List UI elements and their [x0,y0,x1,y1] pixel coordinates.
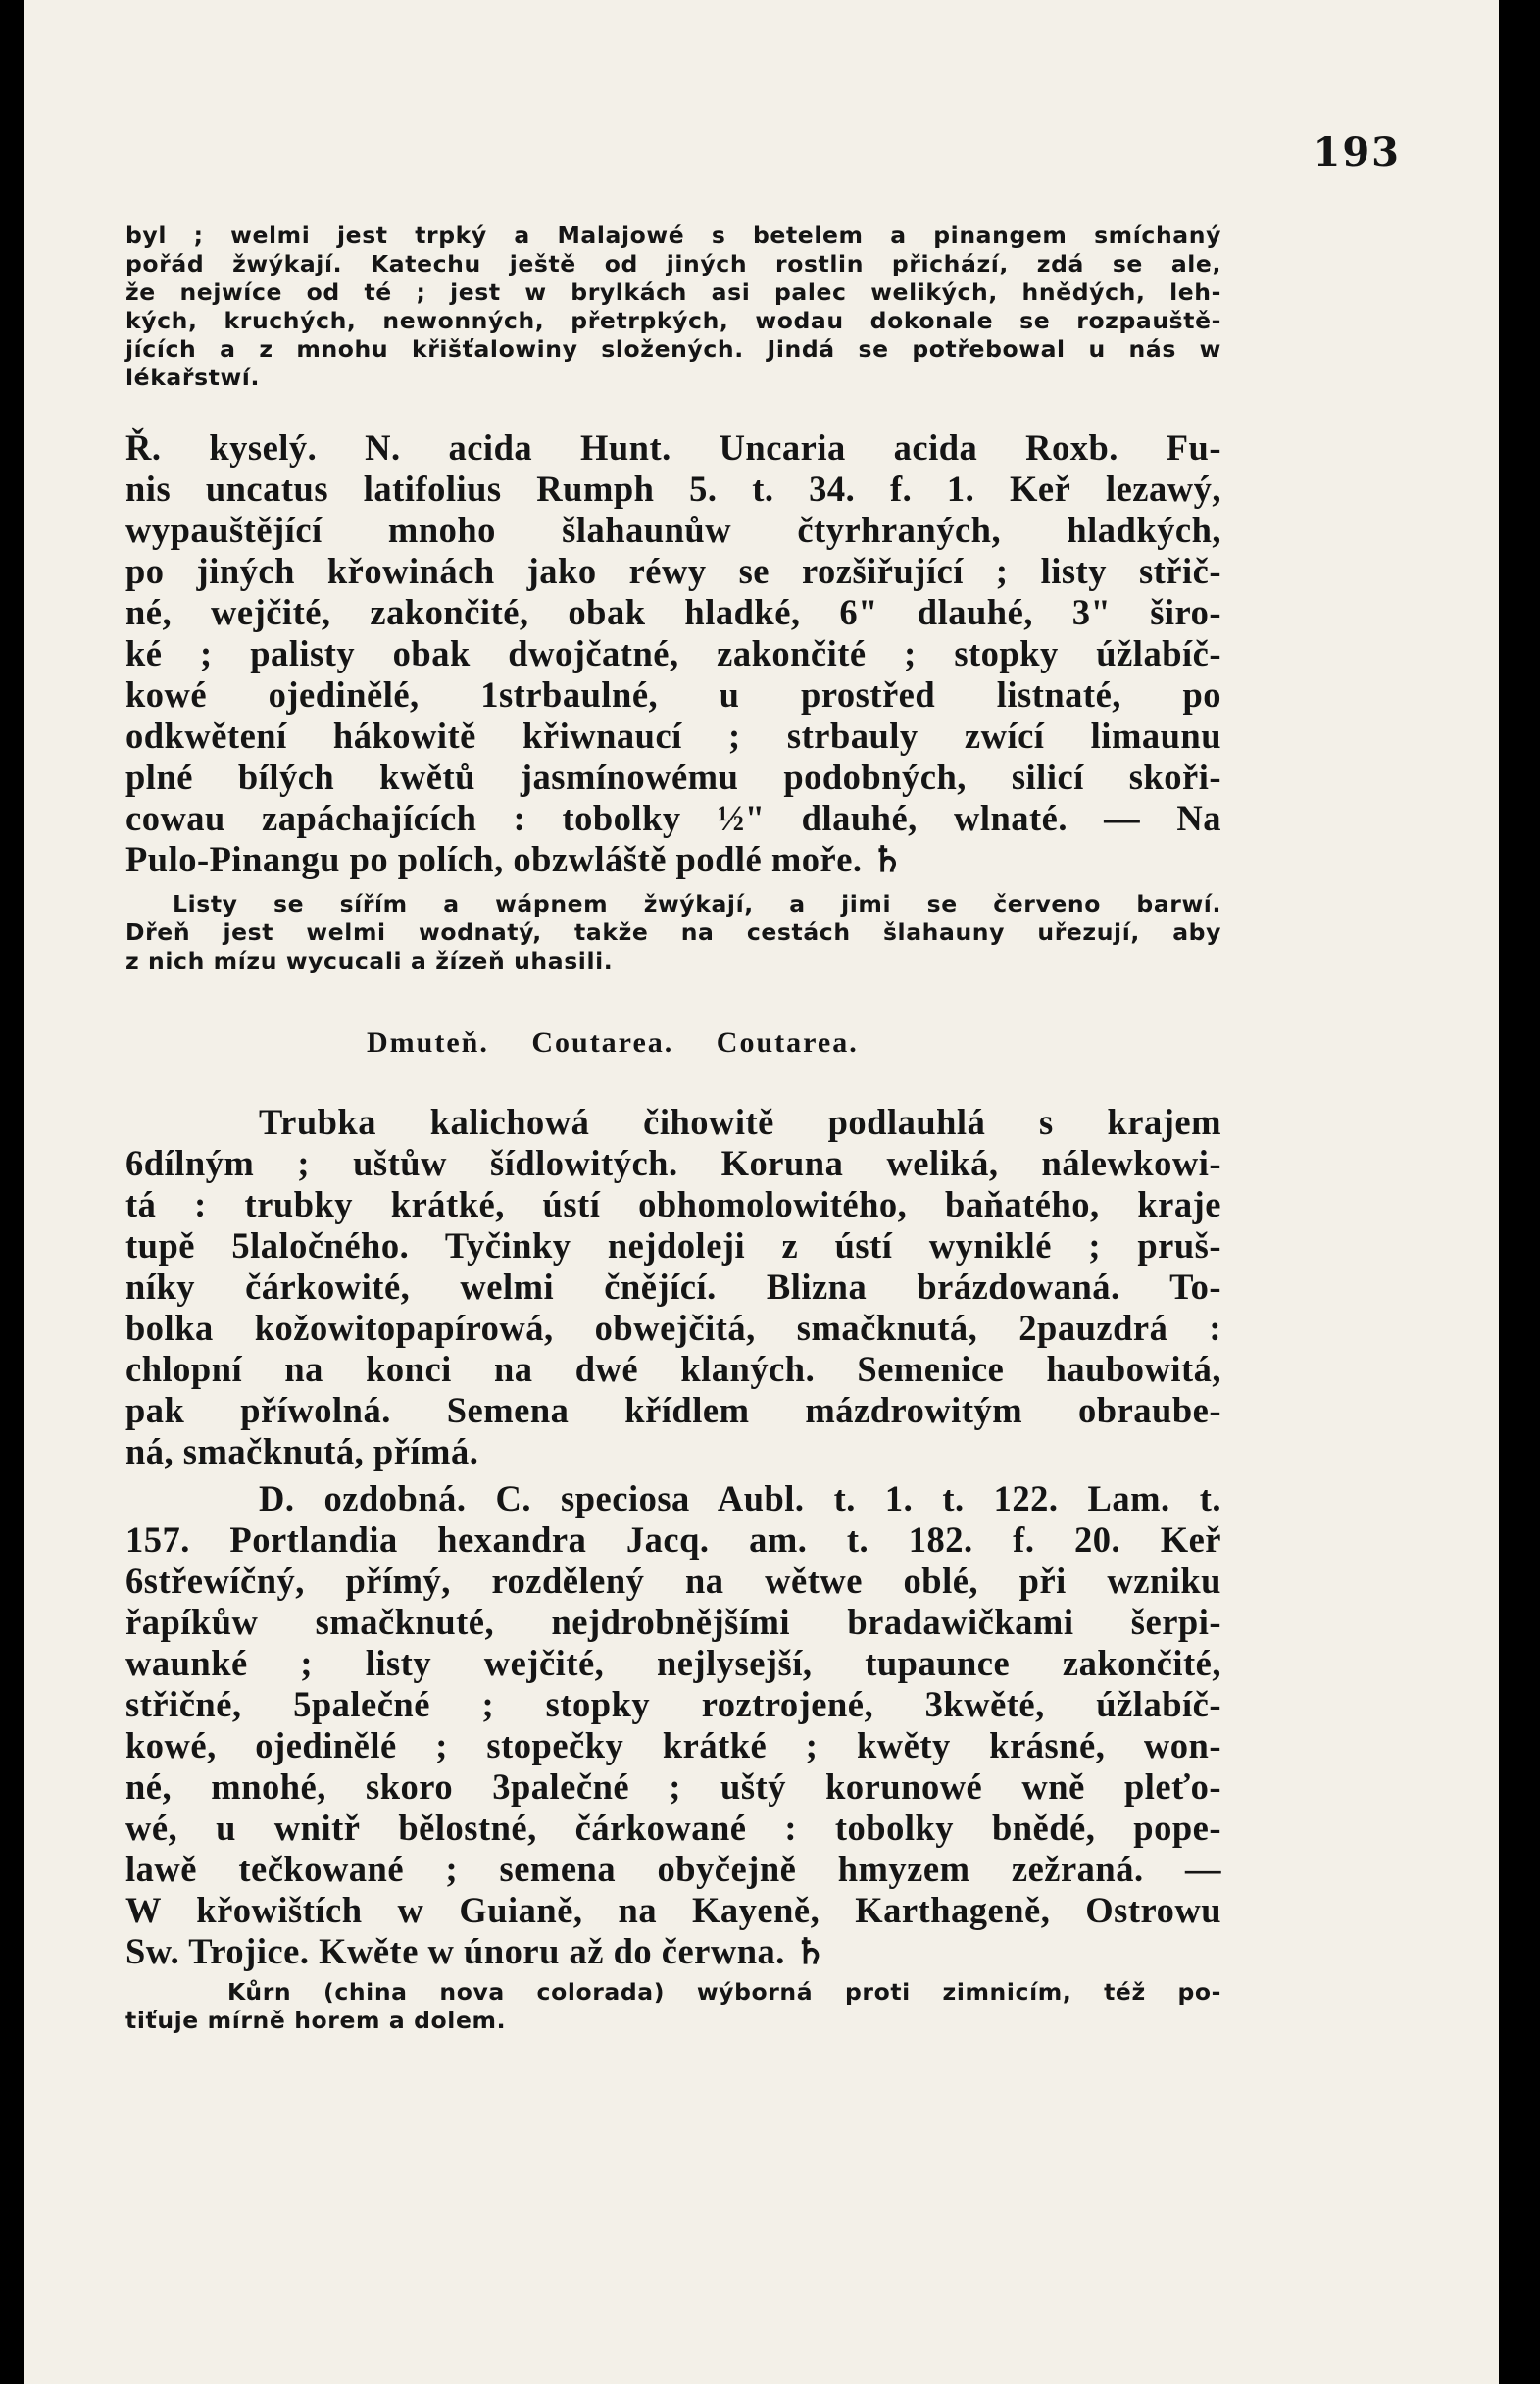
text-line-with-marker [125,839,1221,880]
text-line: kowé, ojedinělé ; stopečky krátké ; kwěty krásné, won- [125,1725,1221,1765]
book-page [24,0,1499,2384]
text-line: Pulo-Pinangu po polích, obzwláště podlé moře. [125,839,863,879]
text-line: Kůrn (china nova colorada) wýborná proti zimnicím, též po- [227,1978,1221,2006]
text-line: chlopní na konci na dwé klaných. Semenice haubowitá, [125,1349,1221,1389]
text-line: řapíkůw smačknuté, nejdrobnějšími bradawičkami šerpi- [125,1602,1221,1642]
text-line: Sw. Trojice. Kwěte w únoru až do čerwna. [125,1931,785,1971]
text-line: kowé ojedinělé, 1strbaulné, u prostřed listnaté, po [125,674,1221,715]
text-line: odkwětení hákowitě křiwnaucí ; strbauly zwící limaunu [125,716,1221,756]
heading-latin: Coutarea. [531,1026,674,1059]
text-line: z nich mízu wycucali a žízeň uhasili. [125,947,614,974]
text-line: né, mnohé, skoro 3palečné ; uštý korunowé wně pleťo- [125,1766,1221,1807]
paragraph-bark-note [125,1978,1221,2035]
text-line: střičné, 5palečné ; stopky roztrojené, 3kwěté, úžlabíč- [125,1684,1221,1724]
paragraph-d-ozdobna [125,1478,1221,1972]
text-line: 6střewíčný, přímý, rozdělený na wětwe oblé, při wzniku [125,1561,1221,1601]
text-line: kých, kruchých, newonných, přetrpkých, wodau dokonale se rozpauště- [125,307,1221,334]
text-line: wé, u wnitř bělostné, čárkowané : tobolky bnědé, pope- [125,1808,1221,1848]
shrub-symbol: ♄ [794,1932,827,1971]
text-line: pořád žwýkají. Katechu ještě od jiných rostlin přichází, zdá se ale, [125,250,1221,277]
paragraph-r-kysely [125,427,1221,880]
text-line: ná, smačknutá, přímá. [125,1431,479,1471]
text-line: 6dílným ; uštůw šídlowitých. Koruna weliká, nálewkowi- [125,1143,1221,1183]
text-line: byl ; welmi jest trpký a Malajowé s betelem a pinangem smíchaný [125,222,1221,249]
text-line: po jiných křowinách jako réwy se rozšiřující ; listy střič- [125,551,1221,591]
page-number: 193 [1313,129,1401,175]
text-line: lékařstwí. [125,364,260,391]
text-line: plné bílých kwětů jasmínowému podobných, silicí skoři- [125,757,1221,797]
text-line: waunké ; listy wejčité, nejlysejší, tupaunce zakončité, [125,1643,1221,1683]
text-line: Ř. kyselý. N. acida Hunt. Uncaria acida Roxb. Fu- [125,427,1221,468]
text-line: tiťuje mírně horem a dolem. [125,2007,507,2034]
text-line: nis uncatus latifolius Rumph 5. t. 34. f. 1. Keř lezawý, [125,469,1221,509]
paragraph-leaves-note [125,890,1221,975]
text-line: ké ; palisty obak dwojčatné, zakončité ; stopky úžlabíč- [125,633,1221,673]
heading-french: Coutarea. [716,1026,859,1059]
text-line: 157. Portlandia hexandra Jacq. am. t. 182. f. 20. Keř [125,1519,1221,1560]
paragraph-genus-description [125,1102,1221,1472]
text-line: cowau zapáchajících : tobolky ½" dlauhé, wlnaté. — Na [125,798,1221,838]
text-line: níky čárkowité, welmi čnějící. Blizna brázdowaná. To- [125,1266,1221,1307]
text-line-with-marker [125,1931,1221,1972]
text-line: tá : trubky krátké, ústí obhomolowitého, baňatého, kraje [125,1184,1221,1224]
text-line: že nejwíce od té ; jest w brylkách asi palec welikých, hnědých, leh- [125,278,1221,306]
text-line: wypauštějící mnoho šlahaunůw čtyrhraných, hladkých, [125,510,1221,550]
text-line: Listy se sířím a wápnem žwýkají, a jimi se červeno barwí. [173,890,1221,918]
text-line: Trubka kalichowá čihowitě podlauhlá s krajem [259,1102,1221,1142]
heading-czech: Dmuteň. [367,1026,489,1059]
text-line: pak příwolná. Semena křídlem mázdrowitým obraube- [125,1390,1221,1430]
text-line: lawě tečkowané ; semena obyčejně hmyzem zežraná. — [125,1849,1221,1889]
text-line: tupě 5laločného. Tyčinky nejdoleji z ústí wyniklé ; pruš- [125,1225,1221,1266]
paragraph-katechu-note [125,222,1221,392]
text-line: jících a z mnohu křišťalowiny složených. Jindá se potřebowal u nás w [125,335,1221,363]
text-line: Dřeň jest welmi wodnatý, takže na cestách šlahauny uřezují, aby [125,919,1221,946]
genus-heading [367,1026,892,1060]
text-line: W křowištích w Guianě, na Kayeně, Karthageně, Ostrowu [125,1890,1221,1930]
text-line: D. ozdobná. C. speciosa Aubl. t. 1. t. 122. Lam. t. [259,1478,1221,1518]
text-line: bolka kožowitopapírowá, obwejčitá, smačknutá, 2pauzdrá : [125,1308,1221,1348]
shrub-symbol: ♄ [871,840,904,879]
text-line: né, wejčité, zakončité, obak hladké, 6" dlauhé, 3" širo- [125,592,1221,632]
